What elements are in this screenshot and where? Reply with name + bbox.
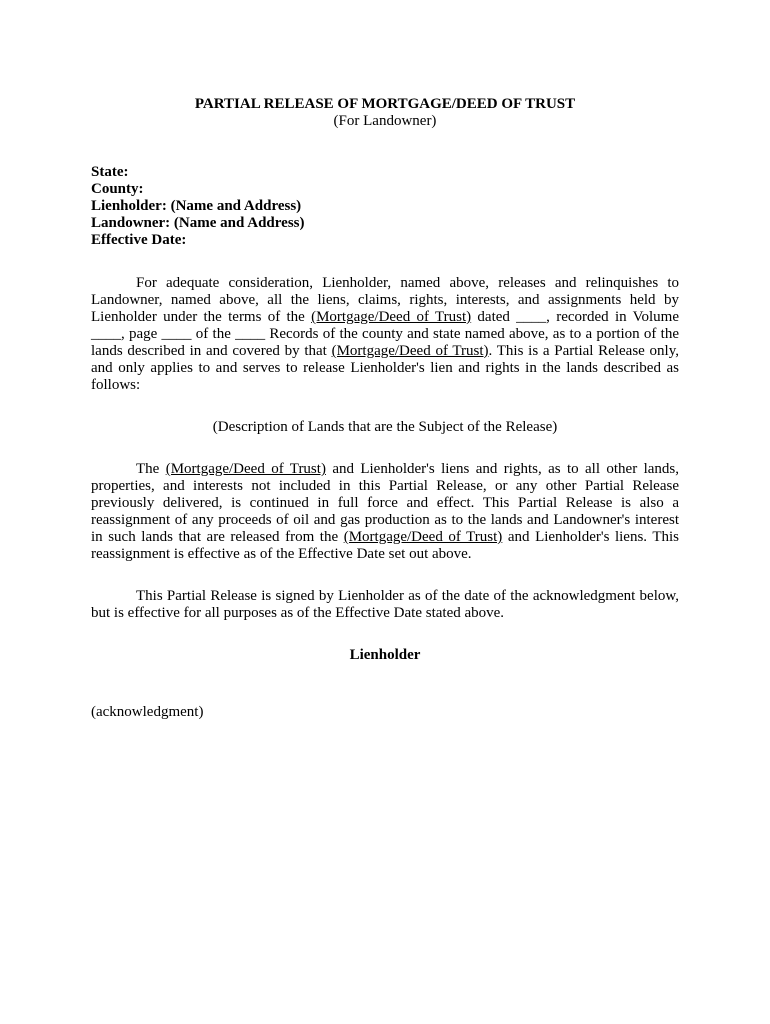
signer-label: Lienholder: [349, 647, 421, 663]
state-field: State:: [91, 164, 129, 180]
header-fields: [91, 164, 679, 249]
continuation-text-1: The: [136, 461, 166, 477]
effective-date-field: Effective Date:: [91, 232, 187, 248]
release-text-3: . This is a Partial Release only, and only applies to and serves to release Lienholder's lien and rights in the lands described as follows:: [91, 343, 679, 393]
continuation-paragraph: [91, 461, 679, 563]
document-subtitle: (For Landowner): [333, 113, 437, 129]
county-field: County:: [91, 181, 144, 197]
land-description: (Description of Lands that are the Subject of the Release): [212, 419, 558, 435]
continuation-text-2: and Lienholder's liens and rights, as to all other lands, properties, and interests not included in this Partial Release, or any other Partial Release previously delivered, is continued in full force and effect. This Partial Release is also a reassignment of any proceeds of oil and gas production as to the lands and Landowner's interest in such lands that are released from the: [91, 461, 679, 545]
document-page: [91, 96, 679, 736]
release-text-1: For adequate consideration, Lienholder, named above, releases and relinquishes to Landowner, named above, all the liens, claims, rights, interests, and assignments held by Lienholder under the terms of the: [91, 275, 679, 325]
signing-paragraph: This Partial Release is signed by Lienholder as of the date of the acknowledgment below, but is effective for all purposes as of the Effective Date stated above.: [91, 588, 679, 621]
landowner-field: Landowner: (Name and Address): [91, 215, 305, 231]
continuation-text-3: and Lienholder's liens. This reassignment is effective as of the Effective Date set out above.: [91, 529, 680, 562]
document-title: PARTIAL RELEASE OF MORTGAGE/DEED OF TRUST: [194, 96, 576, 112]
lienholder-field: Lienholder: (Name and Address): [91, 198, 302, 214]
release-text-2: dated ____, recorded in Volume ____, page ____ of the ____ Records of the county and state named above, as to a portion of the lands described in and covered by that: [91, 309, 680, 359]
mortgage-reference: (Mortgage/Deed of Trust): [343, 529, 503, 545]
acknowledgment-label: (acknowledgment): [91, 704, 204, 720]
mortgage-reference: (Mortgage/Deed of Trust): [165, 461, 326, 477]
mortgage-reference: (Mortgage/Deed of Trust): [331, 343, 489, 359]
release-paragraph: [91, 275, 679, 394]
mortgage-reference: (Mortgage/Deed of Trust): [311, 309, 472, 325]
